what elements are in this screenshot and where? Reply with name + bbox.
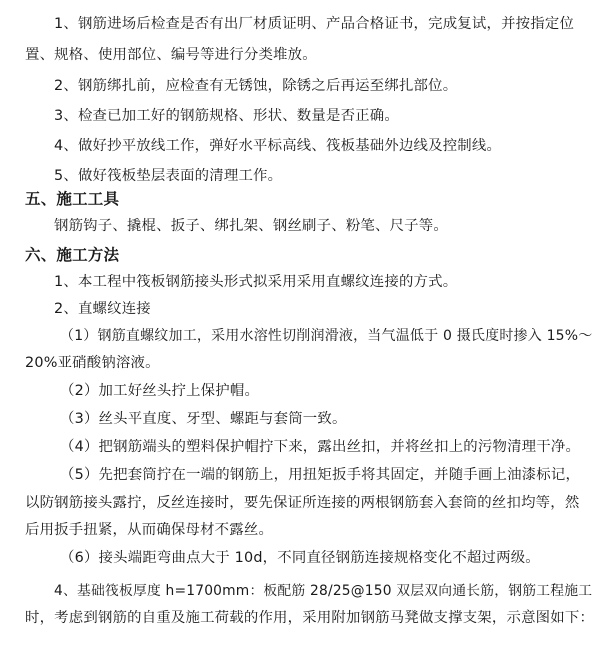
method-2-6: （6）接头端距弯曲点大于 10d，不同直径钢筋连接规格变化不超过两级。 bbox=[60, 550, 540, 566]
prep-item-5: 5、做好筏板垫层表面的清理工作。 bbox=[54, 168, 283, 184]
section-6-heading: 六、施工方法 bbox=[25, 246, 120, 264]
method-4: 4、基础筏板厚度 h=1700mm：板配筋 28/25@150 双层双向通长筋，钢筋工程施工 bbox=[54, 583, 593, 599]
method-2-5-cont-1: 以防钢筋接头露拧，反丝连接时，要先保证所连接的两根钢筋套入套筒的丝扣均等，然 bbox=[25, 495, 580, 511]
section-5-heading: 五、施工工具 bbox=[25, 190, 120, 208]
method-1: 1、本工程中筏板钢筋接头形式拟采用采用直螺纹连接的方式。 bbox=[54, 274, 458, 290]
method-2-4: （4）把钢筋端头的塑料保护帽拧下来，露出丝扣，并将丝扣上的污物清理干净。 bbox=[60, 439, 581, 455]
method-2: 2、直螺纹连接 bbox=[54, 301, 151, 317]
prep-item-1-cont: 置、规格、使用部位、编号等进行分类堆放。 bbox=[25, 47, 317, 63]
method-2-5: （5）先把套筒拧在一端的钢筋上，用扭矩扳手将其固定，并随手画上油漆标记， bbox=[60, 467, 581, 483]
method-4-cont: 时，考虑到钢筋的自重及施工荷载的作用，采用附加钢筋马凳做支撑支架，示意图如下： bbox=[25, 610, 595, 626]
prep-item-3: 3、检查已加工好的钢筋规格、形状、数量是否正确。 bbox=[54, 108, 399, 124]
prep-item-1: 1、钢筋进场后检查是否有出厂材质证明、产品合格证书，完成复试，并按指定位 bbox=[54, 16, 575, 32]
section-5-content: 钢筋钩子、撬棍、扳子、绑扎架、钢丝刷子、粉笔、尺子等。 bbox=[54, 218, 448, 234]
method-2-2: （2）加工好丝头拧上保护帽。 bbox=[60, 383, 260, 399]
method-2-3: （3）丝头平直度、牙型、螺距与套筒一致。 bbox=[60, 411, 347, 427]
prep-item-4: 4、做好抄平放线工作，弹好水平标高线、筏板基础外边线及控制线。 bbox=[54, 138, 502, 154]
method-2-5-cont-2: 后用扳手扭紧，从而确保母材不露丝。 bbox=[25, 522, 274, 538]
prep-item-2: 2、钢筋绑扎前，应检查有无锈蚀，除锈之后再运至绑扎部位。 bbox=[54, 78, 458, 94]
method-2-1: （1）钢筋直螺纹加工，采用水溶性切削润滑液，当气温低于 0 摄氏度时掺入 15%～ bbox=[60, 328, 593, 344]
method-2-1-cont: 20%亚硝酸钠溶液。 bbox=[25, 355, 160, 371]
